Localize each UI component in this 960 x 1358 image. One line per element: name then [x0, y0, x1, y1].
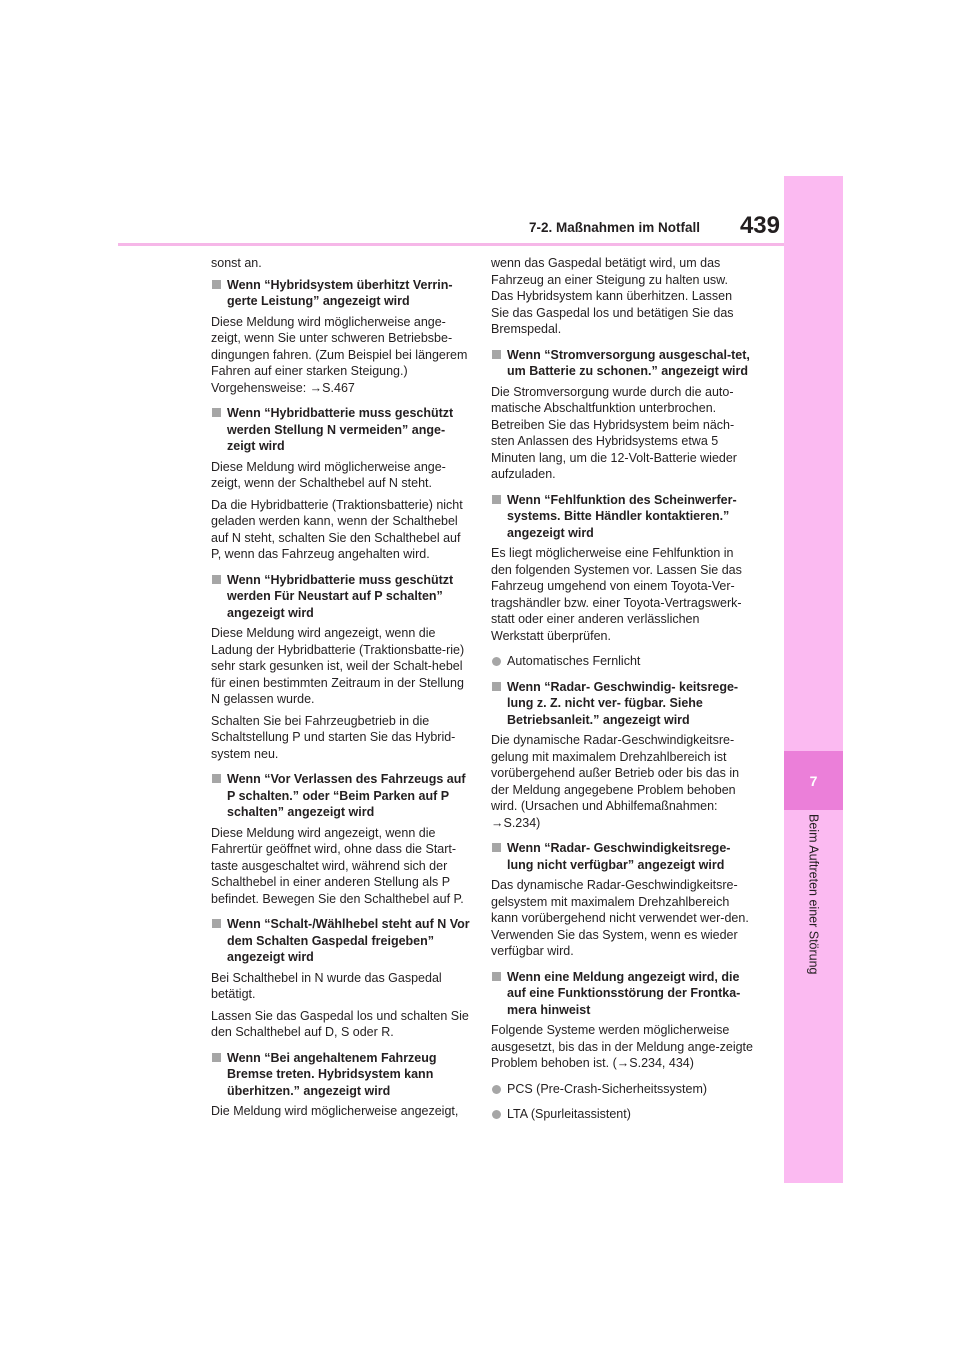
square-bullet-icon — [492, 682, 501, 691]
left-column — [211, 255, 471, 1129]
heading-text: Wenn “Hybridbatterie muss geschützt werden Für Neustart auf P schalten” angezeigt wird — [227, 572, 454, 620]
heading-text: Wenn “Stromversorgung ausgeschal-tet, um Batterie zu schonen.” angezeigt wird — [507, 347, 750, 378]
section-heading — [211, 277, 471, 310]
heading-text: Wenn “Fehlfunktion des Scheinwerfer-systems. Bitte Händler kontaktieren.” angezeigt wird — [507, 492, 737, 540]
section-heading — [491, 679, 753, 729]
paragraph: Da die Hybridbatterie (Traktionsbatterie) nicht geladen werden kann, wenn der Schalthebel auf N steht, schalten Sie den Schalthebel auf P, wenn das Fahrzeug angehalten wird. — [211, 497, 463, 561]
paragraph: wenn das Gaspedal betätigt wird, um das Fahrzeug an einer Steigung zu halten usw. Das Hybridsystem kann überhitzen. Lassen Sie das Gaspedal los und betätigen Sie das Bremspedal. — [491, 256, 734, 336]
heading-text: Wenn “Vor Verlassen des Fahrzeugs auf P schalten.” oder “Beim Parken auf P schalten” angezeigt wird — [227, 772, 466, 819]
paragraph: Die Stromversorgung wurde durch die auto-matische Abschaltfunktion unterbrochen. Betreiben Sie das Hybridsystem beim näch-sten Anlassen des Hybridsystems etwa 5 Minuten lang, um die 12-Volt-Batterie wieder aufzuladen. — [491, 384, 737, 481]
square-bullet-icon — [492, 843, 501, 852]
heading-text: Wenn “Radar- Geschwindigkeitsrege-lung nicht verfügbar” angezeigt wird — [507, 841, 731, 872]
section-heading — [211, 771, 471, 821]
list-item — [491, 653, 753, 670]
message-section — [211, 572, 471, 763]
heading-text: Wenn “Bei angehaltenem Fahrzeug Bremse treten. Hybridsystem kann überhitzen.” angezeigt wird — [227, 1050, 437, 1098]
message-section — [211, 771, 471, 907]
square-bullet-icon — [212, 575, 221, 584]
header-divider — [118, 243, 784, 246]
message-section — [491, 347, 753, 483]
square-bullet-icon — [212, 408, 221, 417]
paragraph: Diese Meldung wird möglicherweise ange-zeigt, wenn Sie unter schweren Betriebsbe-dingungen fahren. (Zum Beispiel bei längerem Fahren auf einer starken Steigung.) Vorgehensweise: →S.467 — [211, 314, 468, 395]
right-column — [491, 255, 753, 1132]
list-item-text: Automatisches Fernlicht — [507, 654, 641, 668]
chapter-title: Beim Auftreten einer Störung — [806, 814, 821, 975]
paragraph: Schalten Sie bei Fahrzeugbetrieb in die Schaltstellung P und starten Sie das Hybrid-system neu. — [211, 713, 456, 761]
page-number: 439 — [739, 212, 780, 239]
square-bullet-icon — [212, 774, 221, 783]
heading-text: Wenn “Schalt-/Wählhebel steht auf N Vor dem Schalten Gaspedal freigeben” angezeigt wird — [227, 917, 470, 964]
paragraph: Diese Meldung wird möglicherweise ange-zeigt, wenn der Schalthebel auf N steht. — [211, 459, 446, 490]
paragraph: Lassen Sie das Gaspedal los und schalten Sie den Schalthebel auf D, S oder R. — [211, 1008, 469, 1039]
section-heading — [491, 492, 753, 542]
section-heading — [491, 840, 753, 873]
paragraph: Die Meldung wird möglicherweise angezeigt, — [211, 1104, 459, 1118]
square-bullet-icon — [212, 280, 221, 289]
section-heading — [211, 1050, 471, 1100]
square-bullet-icon — [212, 1053, 221, 1062]
section-heading — [491, 969, 753, 1019]
paragraph: Folgende Systeme werden möglicherweise ausgesetzt, bis das in der Meldung ange-zeigte Problem behoben ist. (→S.234, 434) — [491, 1023, 753, 1070]
section-title: 7-2. Maßnahmen im Notfall — [528, 220, 700, 235]
list-item — [491, 1081, 753, 1098]
paragraph: Diese Meldung wird angezeigt, wenn die Fahrertür geöffnet wird, ohne dass die Start-taste ausgeschaltet wird, während sich der Schalthebel in einer anderen Stellung als P befindet. Bewegen Sie den Schalthebel auf P. — [211, 825, 464, 906]
round-bullet-icon — [492, 1085, 501, 1094]
message-section — [491, 492, 753, 645]
section-heading — [211, 572, 471, 622]
heading-text: Wenn eine Meldung angezeigt wird, die auf eine Funktionsstörung der Frontka-mera hinweist — [507, 969, 741, 1017]
message-section — [491, 840, 753, 960]
paragraph: Die dynamische Radar-Geschwindigkeitsre-gelung mit maximalem Drehzahlbereich ist vorübergehend außer Betrieb oder bis das in der Meldung angegebene Problem behoben wird. (Ursachen und Abhilfemaßnahmen: →S.234) — [491, 733, 740, 830]
message-section — [211, 405, 471, 563]
list-item-text: LTA (Spurleitassistent) — [507, 1107, 631, 1121]
paragraph: Bei Schalthebel in N wurde das Gaspedal betätigt. — [211, 970, 442, 1001]
section-heading — [491, 347, 753, 380]
square-bullet-icon — [492, 350, 501, 359]
message-section — [211, 916, 471, 1041]
message-section — [211, 277, 471, 397]
heading-text: Wenn “Hybridsystem überhitzt Verrin-gerte Leistung” angezeigt wird — [227, 277, 453, 308]
heading-text: Wenn “Hybridbatterie muss geschützt werden Stellung N vermeiden” ange-zeigt wird — [227, 406, 454, 453]
list-item — [491, 1106, 753, 1123]
message-section — [491, 969, 753, 1072]
chapter-number: 7 — [809, 772, 818, 789]
square-bullet-icon — [492, 972, 501, 981]
heading-text: Wenn “Radar- Geschwindig- keitsrege-lung z. Z. nicht ver- fügbar. Siehe Betriebsanleit.” angezeigt wird — [507, 679, 739, 727]
paragraph: Das dynamische Radar-Geschwindigkeitsre-gelsystem mit maximalem Drehzahlbereich kann vorübergehend nicht verwendet wer-den. Verwenden Sie das System, wenn es wieder verfügbar wird. — [491, 878, 749, 958]
round-bullet-icon — [492, 657, 501, 666]
list-item-text: PCS (Pre-Crash-Sicherheitssystem) — [507, 1081, 708, 1096]
paragraph: Diese Meldung wird angezeigt, wenn die Ladung der Hybridbatterie (Traktionsbatte-rie) sehr stark gesunken ist, weil der Schalt-hebel für einen bestimmten Zeitraum in der Stellung N gelassen wurde. — [211, 626, 465, 706]
square-bullet-icon — [212, 919, 221, 928]
chapter-number-badge — [784, 751, 843, 810]
message-section — [491, 679, 753, 832]
paragraph: sonst an. — [211, 256, 262, 270]
message-section — [211, 1050, 471, 1120]
round-bullet-icon — [492, 1110, 501, 1119]
section-heading — [211, 916, 471, 966]
section-heading — [211, 405, 471, 455]
paragraph: Es liegt möglicherweise eine Fehlfunktion in den folgenden Systemen vor. Lassen Sie das Fahrzeug umgehend von einem Toyota-Ver-tragshändler bzw. einer Toyota-Vertragswerk-statt oder einer anderen verlässlichen Werkstatt überprüfen. — [491, 546, 742, 643]
square-bullet-icon — [492, 495, 501, 504]
